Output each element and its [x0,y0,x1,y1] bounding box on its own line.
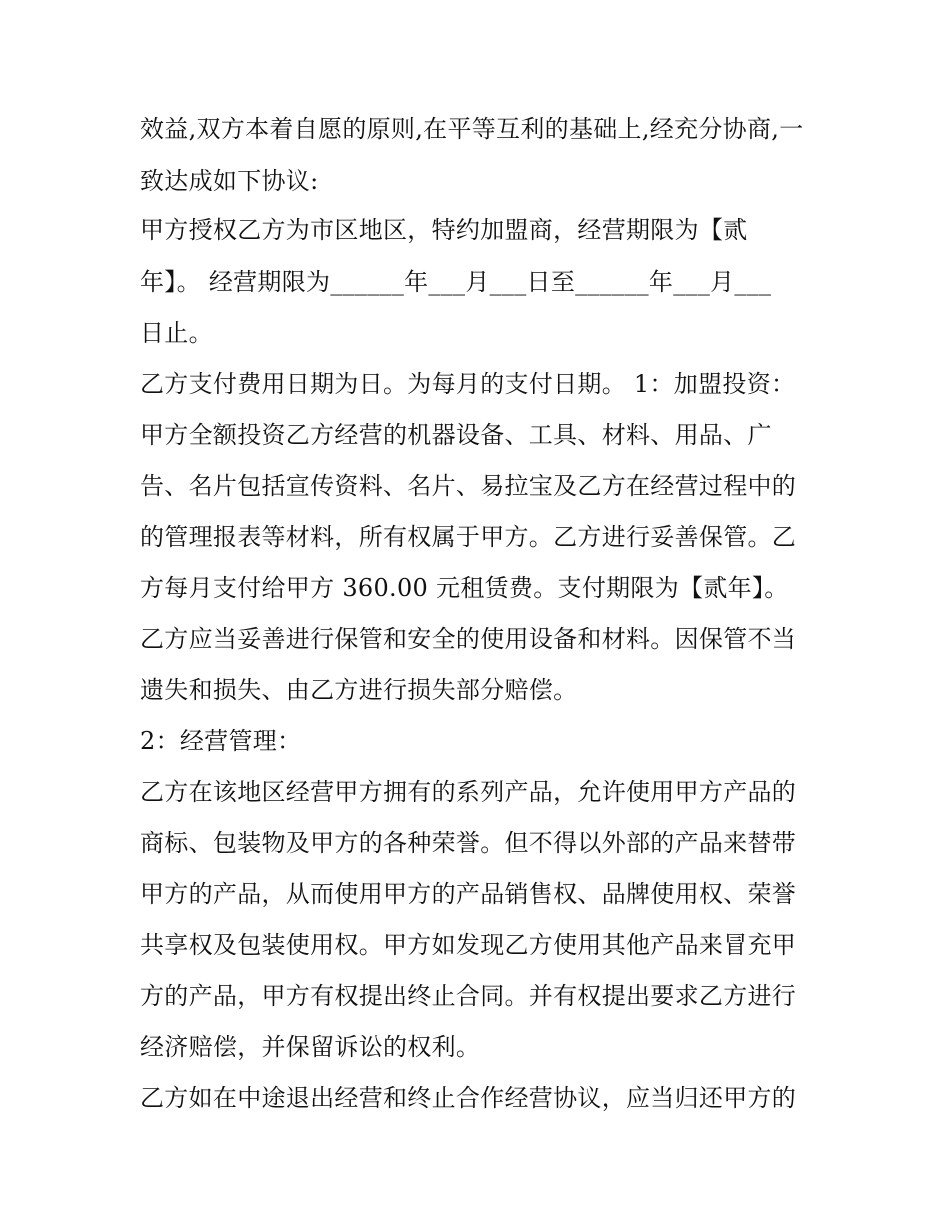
text-line: 乙方如在中途退出经营和终止合作经营协议，应当归还甲方的 [140,1084,797,1112]
text-line: 2：经营管理： [140,727,302,755]
text-line: 方每月支付给甲方 360.00 元租赁费。支付期限为【贰年】。 [140,574,789,602]
text-line: 经济赔偿，并保留诉讼的权利。 [140,1033,481,1061]
text-line: 甲方授权乙方为市区地区，特约加盟商，经营期限为【贰 [140,216,748,244]
text-line: 年】。 经营期限为______年___月___日至______年___月___ [140,268,772,296]
text-line: 致达成如下协议: [140,167,319,195]
text-line: 效益,双方本着自愿的原则,在平等互利的基础上,经充分协商,一 [140,115,804,143]
text-line: 方的产品，甲方有权提出终止合同。并有权提出要求乙方进行 [140,982,797,1010]
text-line: 乙方应当妥善进行保管和安全的使用设备和材料。因保管不当 [140,625,797,653]
text-line: 乙方支付费用日期为日。为每月的支付日期。 1：加盟投资： [140,370,796,398]
text-line: 的管理报表等材料，所有权属于甲方。乙方进行妥善保管。乙 [140,523,797,551]
text-line: 甲方的产品，从而使用甲方的产品销售权、品牌使用权、荣誉 [140,880,797,908]
text-line: 共享权及包装使用权。甲方如发现乙方使用其他产品来冒充甲 [140,931,797,959]
text-line: 告、名片包括宣传资料、名片、易拉宝及乙方在经营过程中的 [140,472,797,500]
text-line: 遗失和损失、由乙方进行损失部分赔偿。 [140,676,578,704]
text-line: 甲方全额投资乙方经营的机器设备、工具、材料、用品、广 [140,421,772,449]
text-line: 日止。 [140,319,213,347]
text-line: 乙方在该地区经营甲方拥有的系列产品，允许使用甲方产品的 [140,778,797,806]
text-line: 商标、包装物及甲方的各种荣誉。但不得以外部的产品来替带 [140,829,797,857]
